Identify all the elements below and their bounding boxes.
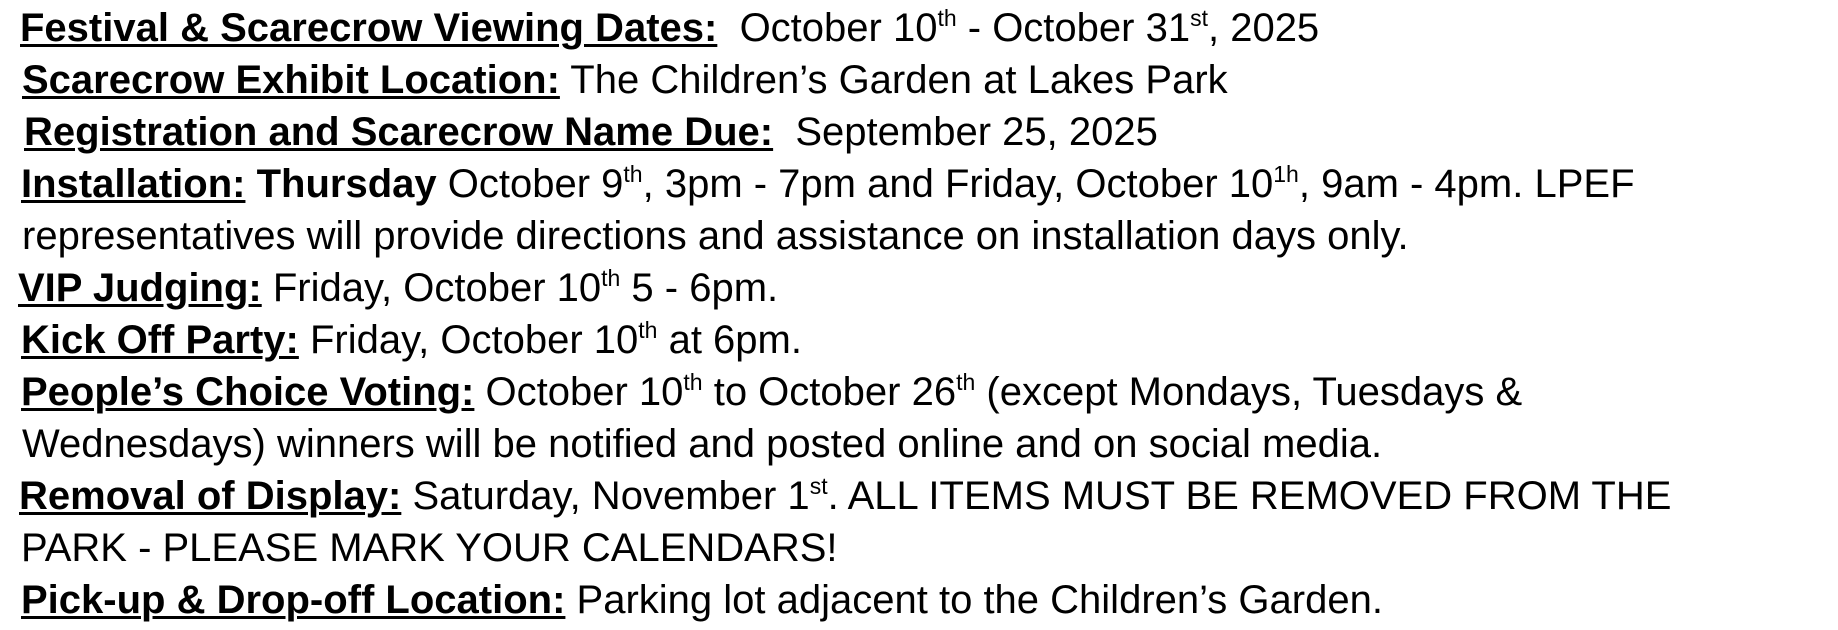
pickup-location-label: Pick-up & Drop-off Location: bbox=[21, 578, 566, 622]
pickup-location-line bbox=[21, 574, 1820, 626]
registration-label: Registration and Scarecrow Name Due: bbox=[24, 110, 774, 154]
peoples-choice-end: to October 26 bbox=[702, 370, 957, 414]
removal-line-2 bbox=[21, 522, 1820, 574]
installation-day: Thursday bbox=[256, 162, 437, 206]
kickoff-party-label: Kick Off Party: bbox=[21, 318, 299, 362]
vip-judging-line bbox=[18, 262, 1820, 314]
installation-date-b-suffix: 1h bbox=[1273, 161, 1299, 187]
kickoff-party-line bbox=[21, 314, 1820, 366]
pickup-location-value: Parking lot adjacent to the Children’s Garden. bbox=[576, 578, 1383, 622]
vip-judging-label: VIP Judging: bbox=[18, 266, 262, 310]
installation-note: representatives will provide directions and assistance on installation days only. bbox=[22, 214, 1409, 258]
installation-date-a: October 9 bbox=[447, 162, 624, 206]
vip-judging-time: 5 - 6pm. bbox=[620, 266, 779, 310]
installation-line bbox=[21, 158, 1820, 210]
removal-line bbox=[19, 470, 1820, 522]
removal-warning: . ALL ITEMS MUST BE REMOVED FROM THE bbox=[827, 474, 1672, 518]
festival-dates-end-suffix: st bbox=[1190, 5, 1208, 31]
festival-dates-start-suffix: th bbox=[937, 5, 957, 31]
festival-dates-end: - October 31 bbox=[956, 6, 1191, 50]
installation-label: Installation: bbox=[21, 162, 246, 206]
peoples-choice-start: October 10 bbox=[485, 370, 684, 414]
peoples-choice-exceptions: (except Mondays, Tuesdays & bbox=[975, 370, 1523, 414]
peoples-choice-line-2 bbox=[22, 418, 1820, 470]
removal-warning-2: PARK - PLEASE MARK YOUR CALENDARS! bbox=[21, 526, 838, 570]
installation-time-a: , 3pm - 7pm and Friday, October 10 bbox=[642, 162, 1274, 206]
installation-date-a-suffix: th bbox=[623, 161, 643, 187]
registration-line bbox=[24, 106, 1820, 158]
festival-dates-year: , 2025 bbox=[1207, 6, 1320, 50]
peoples-choice-note: Wednesdays) winners will be notified and posted online and on social media. bbox=[22, 422, 1383, 466]
exhibit-location-line bbox=[22, 54, 1820, 106]
removal-date: Saturday, November 1 bbox=[412, 474, 810, 518]
removal-date-suffix: st bbox=[809, 473, 828, 499]
peoples-choice-start-suffix: th bbox=[683, 369, 703, 395]
installation-time-b: , 9am - 4pm. LPEF bbox=[1298, 162, 1635, 206]
event-details-document bbox=[20, 2, 1820, 626]
peoples-choice-end-suffix: th bbox=[956, 369, 976, 395]
peoples-choice-label: People’s Choice Voting: bbox=[21, 370, 475, 414]
festival-dates-start: October 10 bbox=[739, 6, 938, 50]
vip-judging-date-suffix: th bbox=[601, 265, 621, 291]
vip-judging-date: Friday, October 10 bbox=[272, 266, 602, 310]
festival-dates-line bbox=[20, 2, 1820, 54]
festival-dates-label: Festival & Scarecrow Viewing Dates: bbox=[20, 6, 718, 50]
registration-date: September 25, 2025 bbox=[795, 110, 1158, 154]
installation-line-2 bbox=[22, 210, 1820, 262]
peoples-choice-line bbox=[21, 366, 1820, 418]
removal-label: Removal of Display: bbox=[19, 474, 402, 518]
kickoff-party-time: at 6pm. bbox=[657, 318, 802, 362]
kickoff-party-date-suffix: th bbox=[638, 317, 658, 343]
kickoff-party-date: Friday, October 10 bbox=[309, 318, 639, 362]
exhibit-location-value: The Children’s Garden at Lakes Park bbox=[570, 58, 1228, 102]
exhibit-location-label: Scarecrow Exhibit Location: bbox=[22, 58, 560, 102]
